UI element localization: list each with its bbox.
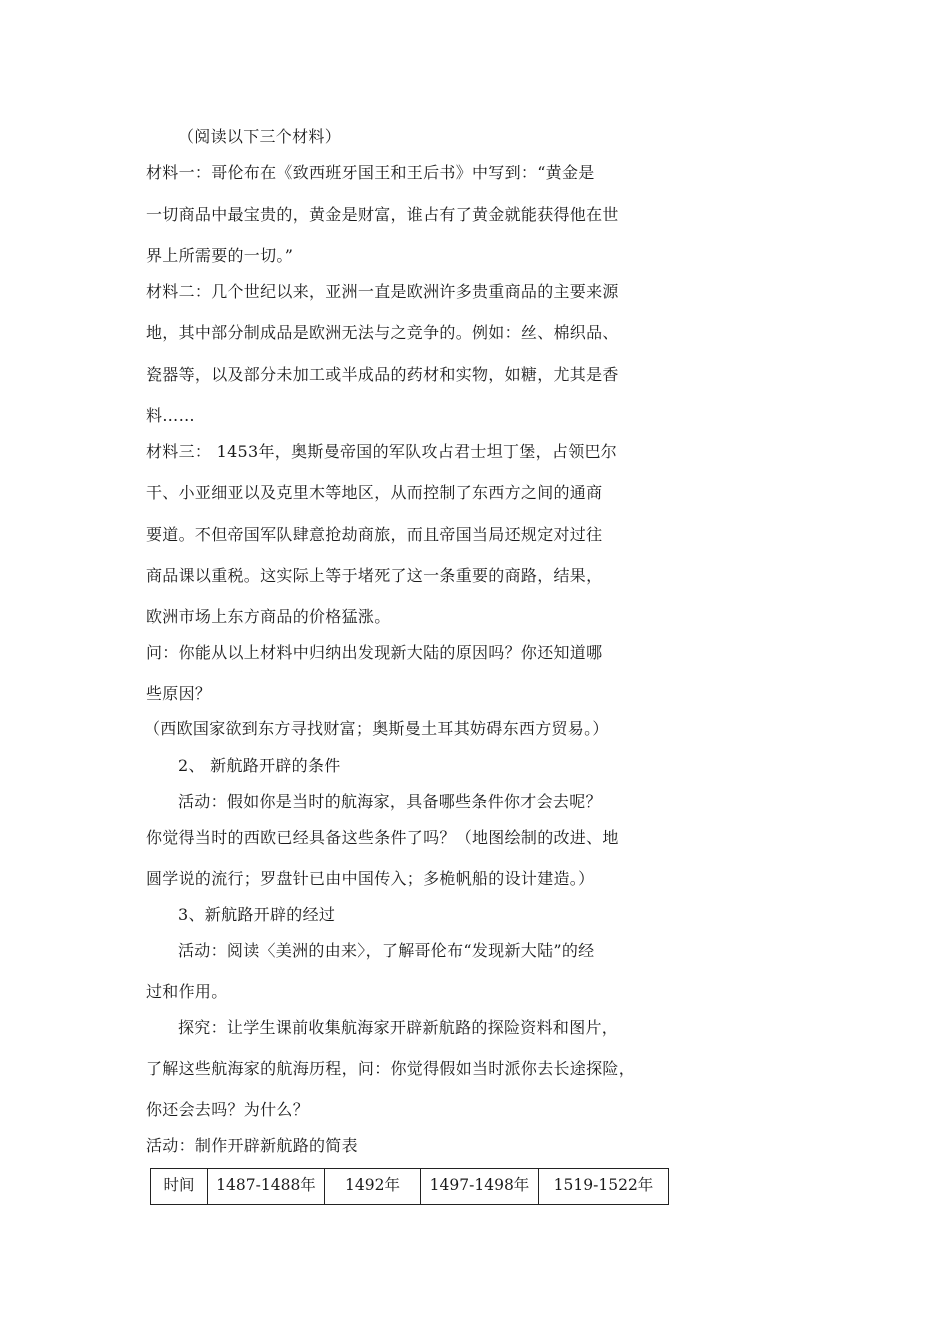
activity-reading-line-2: 过和作用。 xyxy=(146,982,228,1001)
material-one-line-1: 材料一：哥伦布在《致西班牙国王和王后书》中写到：“黄金是 xyxy=(146,163,595,182)
material-two-line-3: 瓷器等，以及部分未加工或半成品的药材和实物，如糖，尤其是香 xyxy=(146,365,619,384)
table-row xyxy=(151,1169,669,1205)
conditions-line-1: 你觉得当时的西欧已经具备这些条件了吗？（地图绘制的改进、地 xyxy=(146,828,619,847)
material-one-line-3: 界上所需要的一切。” xyxy=(146,246,294,265)
material-three-line-1: 材料三： 1453年，奥斯曼帝国的军队攻占君士坦丁堡，占领巴尔 xyxy=(146,442,618,461)
activity-reading-line-1: 活动：阅读〈美洲的由来〉，了解哥伦布“发现新大陆”的经 xyxy=(178,941,595,960)
conditions-line-2: 圆学说的流行；罗盘针已由中国传入；多桅帆船的设计建造。） xyxy=(146,869,595,888)
question-line-1: 问：你能从以上材料中归纳出发现新大陆的原因吗？你还知道哪 xyxy=(146,643,603,662)
section-2-heading: 2、 新航路开辟的条件 xyxy=(178,756,341,775)
table-cell-date-4: 1519-1522年 xyxy=(539,1169,669,1205)
table-cell-date-2: 1492年 xyxy=(325,1169,421,1205)
material-two-line-1: 材料二：几个世纪以来，亚洲一直是欧洲许多贵重商品的主要来源 xyxy=(146,282,619,301)
table-cell-date-3: 1497-1498年 xyxy=(421,1169,539,1205)
material-one-line-2: 一切商品中最宝贵的，黄金是财富，谁占有了黄金就能获得他在世 xyxy=(146,205,619,224)
answer-reasons: （西欧国家欲到东方寻找财富；奥斯曼土耳其妨碍东西方贸易。） xyxy=(144,719,609,738)
new-route-table xyxy=(150,1168,669,1205)
material-two-line-4: 料…… xyxy=(146,406,195,425)
table-cell-date-1: 1487-1488年 xyxy=(208,1169,325,1205)
explore-line-3: 你还会去吗？为什么？ xyxy=(146,1100,310,1119)
explore-line-1: 探究：让学生课前收集航海家开辟新航路的探险资料和图片， xyxy=(178,1018,619,1037)
material-three-line-2: 干、小亚细亚以及克里木等地区，从而控制了东西方之间的通商 xyxy=(146,483,603,502)
activity-table-caption: 活动：制作开辟新航路的简表 xyxy=(146,1136,358,1155)
material-three-line-5: 欧洲市场上东方商品的价格猛涨。 xyxy=(146,607,391,626)
explore-line-2: 了解这些航海家的航海历程，问：你觉得假如当时派你去长途探险， xyxy=(146,1059,636,1078)
material-three-line-3: 要道。不但帝国军队肆意抢劫商旅，而且帝国当局还规定对过往 xyxy=(146,525,603,544)
table-cell-time-label: 时间 xyxy=(151,1169,208,1205)
reading-intro: （阅读以下三个材料） xyxy=(178,127,342,146)
section-3-heading: 3、新航路开辟的经过 xyxy=(178,905,336,924)
question-line-2: 些原因？ xyxy=(146,684,212,703)
material-three-line-4: 商品课以重税。这实际上等于堵死了这一条重要的商路，结果， xyxy=(146,566,603,585)
activity-conditions: 活动：假如你是当时的航海家，具备哪些条件你才会去呢？ xyxy=(178,792,602,811)
material-two-line-2: 地，其中部分制成品是欧洲无法与之竞争的。例如：丝、棉织品、 xyxy=(146,323,619,342)
